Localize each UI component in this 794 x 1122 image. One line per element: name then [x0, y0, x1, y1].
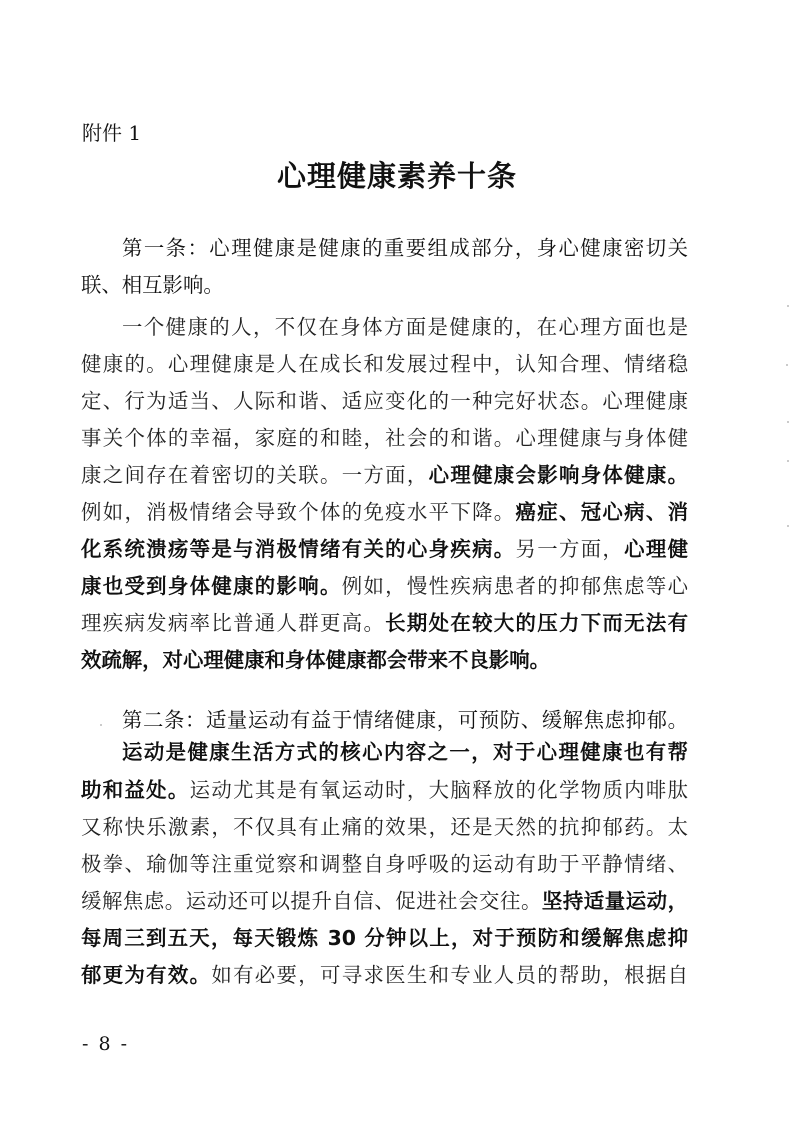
bold-text: 心理健康会影响身体健康。	[428, 463, 688, 487]
body-text: 一个健康的人，不仅在身体方面是健康的，在心理方面也是	[122, 315, 688, 339]
bold-text: 运动是健康生活方式的核心内容之一，对于心理健康也有帮	[122, 740, 688, 764]
bold-text: 康也受到身体健康的影响。	[81, 574, 342, 598]
bold-text: 坚持适量运动，	[541, 889, 688, 913]
text-line	[81, 423, 688, 453]
body-text: 健康的。心理健康是人在成长和发展过程中，认知合理、情绪稳	[81, 352, 688, 376]
text-line	[122, 233, 688, 263]
text-line	[81, 645, 688, 675]
text-line	[81, 534, 688, 564]
body-text: 极拳、瑜伽等注重觉察和调整自身呼吸的运动有助于平静情绪、	[81, 852, 688, 876]
heading-text: 第一条：心理健康是健康的重要组成部分，身心健康密切关	[122, 236, 688, 260]
text-line	[81, 386, 688, 416]
document-title: 心理健康素养十条	[276, 159, 517, 193]
text-line	[81, 775, 688, 805]
text-line	[81, 460, 688, 490]
body-text: 例如，消极情绪会导致个体的免疫水平下降。	[81, 500, 516, 524]
bold-text: 化系统溃疡等是与消极情绪有关的心身疾病。	[81, 537, 516, 561]
text-line	[81, 923, 688, 953]
body-text: 康之间存在着密切的关联。一方面，	[81, 463, 429, 487]
scan-speck	[100, 724, 102, 726]
bold-text: 癌症、冠心病、消	[515, 500, 688, 524]
text-line	[81, 960, 688, 990]
page-number: - 8 -	[82, 1033, 130, 1055]
text-line	[122, 705, 688, 735]
text-line	[81, 349, 688, 379]
text-line	[81, 608, 688, 638]
text-line	[122, 737, 688, 767]
body-text: 定、行为适当、人际和谐、适应变化的一种完好状态。心理健康	[81, 389, 688, 413]
bold-text: 效疏解，对心理健康和身体健康都会带来不良影响。	[81, 648, 550, 672]
body-text: 如有必要，可寻求医生和专业人员的帮助，根据自	[211, 963, 688, 987]
annex-label: 附件 1	[82, 121, 142, 145]
text-line	[81, 886, 688, 916]
bold-text: 助和益处。	[81, 778, 190, 802]
heading-text: 联、相互影响。	[81, 273, 224, 297]
body-text: 例如，慢性疾病患者的抑郁焦虑等心	[341, 574, 688, 598]
body-text: 理疾病发病率比普通人群更高。	[81, 611, 386, 635]
text-line	[81, 270, 688, 300]
body-text: 又称快乐激素，不仅具有止痛的效果，还是天然的抗抑郁药。太	[81, 815, 688, 839]
body-text: 缓解焦虑。运动还可以提升自信、促进社会交往。	[81, 889, 542, 913]
scan-speck	[787, 421, 789, 423]
text-line	[81, 571, 688, 601]
bold-text: 每周三到五天，每天锻炼 30 分钟以上，对于预防和缓解焦虑抑	[81, 926, 688, 950]
scan-speck	[786, 364, 788, 366]
body-text: 事关个体的幸福，家庭的和睦，社会的和谐。心理健康与身体健	[81, 426, 688, 450]
body-text: 运动尤其是有氧运动时，大脑释放的化学物质内啡肽	[189, 778, 688, 802]
scan-speck	[787, 305, 789, 307]
text-line	[122, 312, 688, 342]
body-text: 另一方面，	[515, 537, 625, 561]
text-line	[81, 497, 688, 527]
text-line	[81, 812, 688, 842]
scan-speck	[787, 525, 789, 527]
bold-text: 心理健	[624, 537, 688, 561]
text-line	[81, 849, 688, 879]
heading-text: 第二条：适量运动有益于情绪健康，可预防、缓解焦虑抑郁。	[122, 708, 688, 732]
bold-text: 长期处在较大的压力下而无法有	[385, 611, 688, 635]
bold-text: 郁更为有效。	[81, 963, 212, 987]
scan-speck	[787, 460, 789, 462]
